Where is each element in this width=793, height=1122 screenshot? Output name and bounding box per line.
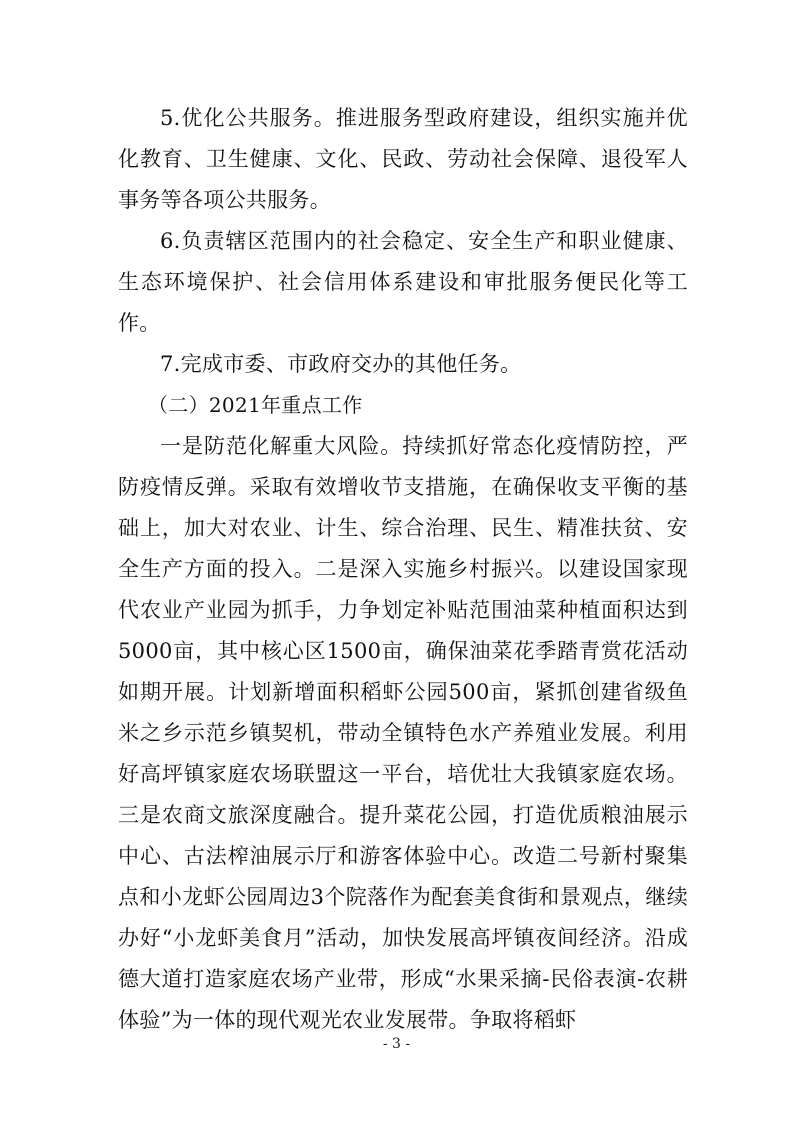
section-subheading: （二）2021年重点工作 xyxy=(148,393,363,417)
paragraph-item-5: 5.优化公共服务。推进服务型政府建设，组织实施并优化教育、卫生健康、文化、民政、劳动社会保障、退役军人事务等各项公共服务。 xyxy=(118,106,688,212)
page-number: - 3 - xyxy=(382,1036,411,1052)
paragraph-item-6: 6.负责辖区范围内的社会稳定、安全生产和职业健康、生态环境保护、社会信用体系建设和审批服务便民化等工作。 xyxy=(118,229,688,335)
paragraph-item-7: 7.完成市委、市政府交办的其他任务。 xyxy=(160,352,522,376)
paragraph-key-work: 一是防范化解重大风险。持续抓好常态化疫情防控，严防疫情反弹。采取有效增收节支措施，在确保收支平衡的基础上，加大对农业、计生、综合治理、民生、精准扶贫、安全生产方面的投入。二是深入实施乡村振兴。以建设国家现代农业产业园为抓手，力争划定补贴范围油菜种植面积达到5000亩，其中核心区1500亩，确保油菜花季踏青赏花活动如期开展。计划新增面积稻虾公园500亩，紧抓创建省级鱼米之乡示范乡镇契机，带动全镇特色水产养殖业发展。利用好高坪镇家庭农场联盟这一平台，培优壮大我镇家庭农场。三是农商文旅深度融合。提升菜花公园，打造优质粮油展示中心、古法榨油展示厅和游客体验中心。改造二号新村聚集点和小龙虾公园周边3个院落作为配套美食街和景观点，继续办好“小龙虾美食月”活动，加快发展高坪镇夜间经济。沿成德大道打造家庭农场产业带，形成“水果采摘-民俗表演-农耕体验”为一体的现代观光农业发展带。争取将稻虾 xyxy=(118,434,688,1032)
document-body xyxy=(118,98,688,1041)
